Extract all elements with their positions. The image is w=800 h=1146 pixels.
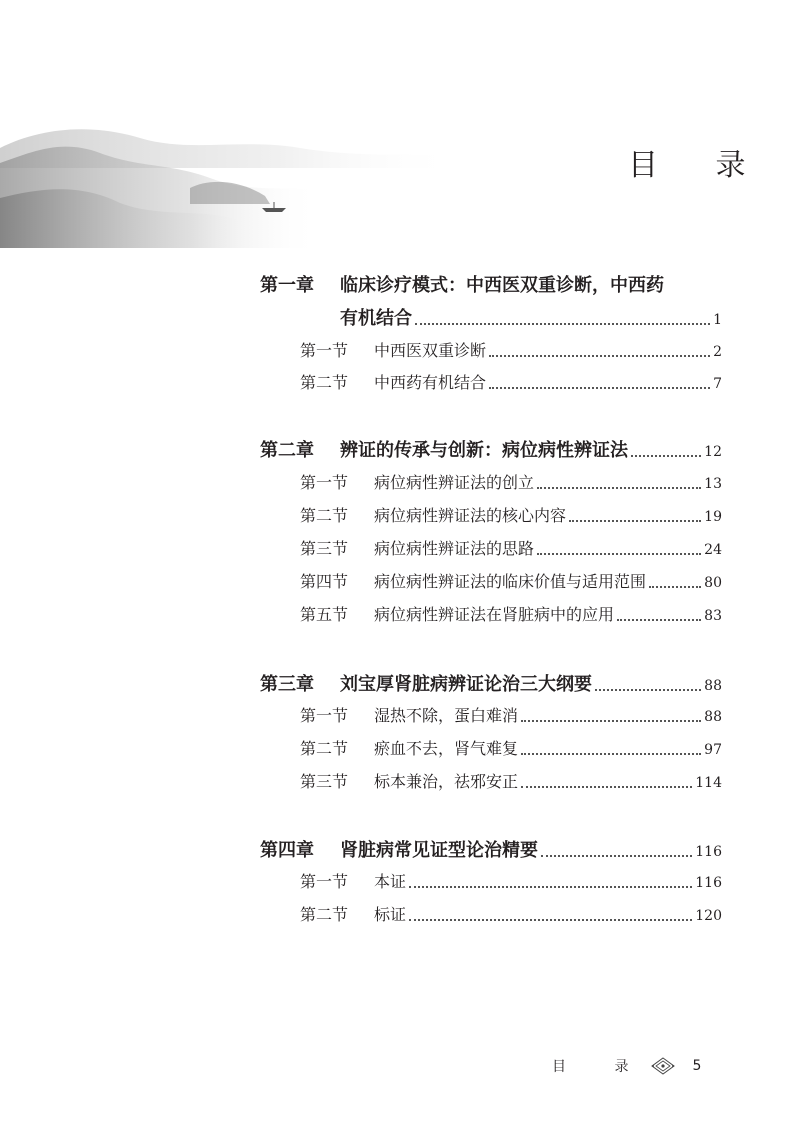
section-2-4-entry[interactable] xyxy=(300,569,722,595)
page-number-footer: 5 xyxy=(692,1058,702,1074)
chapter-label: 第四章 xyxy=(260,840,314,861)
chapter-title: 临床诊疗模式：中西医双重诊断，中西药 xyxy=(340,275,664,296)
section-2-2-entry[interactable] xyxy=(300,503,722,529)
page-number: 83 xyxy=(704,608,722,624)
section-label: 第二节 xyxy=(300,739,349,758)
section-title: 中西医双重诊断 xyxy=(374,341,487,360)
landscape-banner xyxy=(0,108,460,248)
section-title: 中西药有机结合 xyxy=(374,373,487,392)
page-number: 24 xyxy=(704,542,722,558)
section-label: 第二节 xyxy=(300,506,349,525)
section-label: 第三节 xyxy=(300,772,349,791)
dot-leader xyxy=(409,886,692,888)
page-number: 7 xyxy=(713,376,722,392)
section-title: 标本兼治，祛邪安正 xyxy=(374,772,519,791)
section-label: 第一节 xyxy=(300,706,349,725)
section-3-3-entry[interactable] xyxy=(300,769,722,795)
chapter-2-entry[interactable] xyxy=(260,438,722,464)
dot-leader xyxy=(537,553,701,555)
chapter-label: 第二章 xyxy=(260,440,314,461)
ornament-icon xyxy=(650,1057,676,1075)
dot-leader xyxy=(617,619,701,621)
chapter-4-entry[interactable] xyxy=(260,838,722,864)
dot-leader xyxy=(537,487,701,489)
section-title: 病位病性辨证法在肾脏病中的应用 xyxy=(374,605,615,624)
dot-leader xyxy=(521,720,701,722)
dot-leader xyxy=(649,586,701,588)
section-title: 病位病性辨证法的临床价值与适用范围 xyxy=(374,572,647,591)
page-footer xyxy=(552,1056,701,1076)
section-label: 第三节 xyxy=(300,539,349,558)
section-title: 标证 xyxy=(374,905,407,924)
section-4-1-entry[interactable] xyxy=(300,869,722,895)
dot-leader xyxy=(541,855,692,857)
page-number: 1 xyxy=(713,312,722,328)
page-number: 116 xyxy=(695,875,722,891)
section-2-1-entry[interactable] xyxy=(300,470,722,496)
chapter-title: 刘宝厚肾脏病辨证论治三大纲要 xyxy=(340,674,592,695)
section-title: 本证 xyxy=(374,872,407,891)
dot-leader xyxy=(415,323,710,325)
dot-leader xyxy=(569,520,701,522)
section-4-2-entry[interactable] xyxy=(300,902,722,928)
section-1-2-entry[interactable] xyxy=(300,370,722,396)
dot-leader xyxy=(631,455,701,457)
page-number: 88 xyxy=(704,709,722,725)
section-2-3-entry[interactable] xyxy=(300,536,722,562)
page-number: 13 xyxy=(704,476,722,492)
section-title: 病位病性辨证法的核心内容 xyxy=(374,506,567,525)
dot-leader xyxy=(409,919,692,921)
page-number: 97 xyxy=(704,742,722,758)
chapter-label: 第三章 xyxy=(260,674,314,695)
chapter-title: 辨证的传承与创新：病位病性辨证法 xyxy=(340,440,628,461)
dot-leader xyxy=(521,786,692,788)
dot-leader xyxy=(489,387,710,389)
chapter-title-continued: 有机结合 xyxy=(340,308,412,329)
chapter-title: 肾脏病常见证型论治精要 xyxy=(340,840,538,861)
page-number: 116 xyxy=(695,844,722,860)
section-3-2-entry[interactable] xyxy=(300,736,722,762)
page-number: 12 xyxy=(704,444,722,460)
chapter-label: 第一章 xyxy=(260,275,314,296)
section-title: 瘀血不去，肾气难复 xyxy=(374,739,519,758)
page-title: 目 录 xyxy=(628,148,770,183)
section-label: 第一节 xyxy=(300,341,349,360)
section-label: 第二节 xyxy=(300,905,349,924)
section-label: 第二节 xyxy=(300,373,349,392)
section-2-5-entry[interactable] xyxy=(300,602,722,628)
page-number: 80 xyxy=(704,575,722,591)
dot-leader xyxy=(521,753,701,755)
section-3-1-entry[interactable] xyxy=(300,703,722,729)
dot-leader xyxy=(489,355,710,357)
section-label: 第一节 xyxy=(300,872,349,891)
section-title: 湿热不除，蛋白难消 xyxy=(374,706,519,725)
section-title: 病位病性辨证法的创立 xyxy=(374,473,535,492)
section-label: 第一节 xyxy=(300,473,349,492)
dot-leader xyxy=(595,689,701,691)
chapter-1-entry[interactable] xyxy=(260,273,664,299)
section-label: 第四节 xyxy=(300,572,349,591)
page-number: 88 xyxy=(704,678,722,694)
section-title: 病位病性辨证法的思路 xyxy=(374,539,535,558)
section-1-1-entry[interactable] xyxy=(300,338,722,364)
section-label: 第五节 xyxy=(300,605,349,624)
page-number: 114 xyxy=(695,775,722,791)
page-number: 19 xyxy=(704,509,722,525)
chapter-3-entry[interactable] xyxy=(260,672,722,698)
running-header-label: 目 录 xyxy=(552,1059,651,1075)
page-number: 120 xyxy=(695,908,722,924)
chapter-1-entry-continued[interactable] xyxy=(340,306,722,332)
page-number: 2 xyxy=(713,344,722,360)
